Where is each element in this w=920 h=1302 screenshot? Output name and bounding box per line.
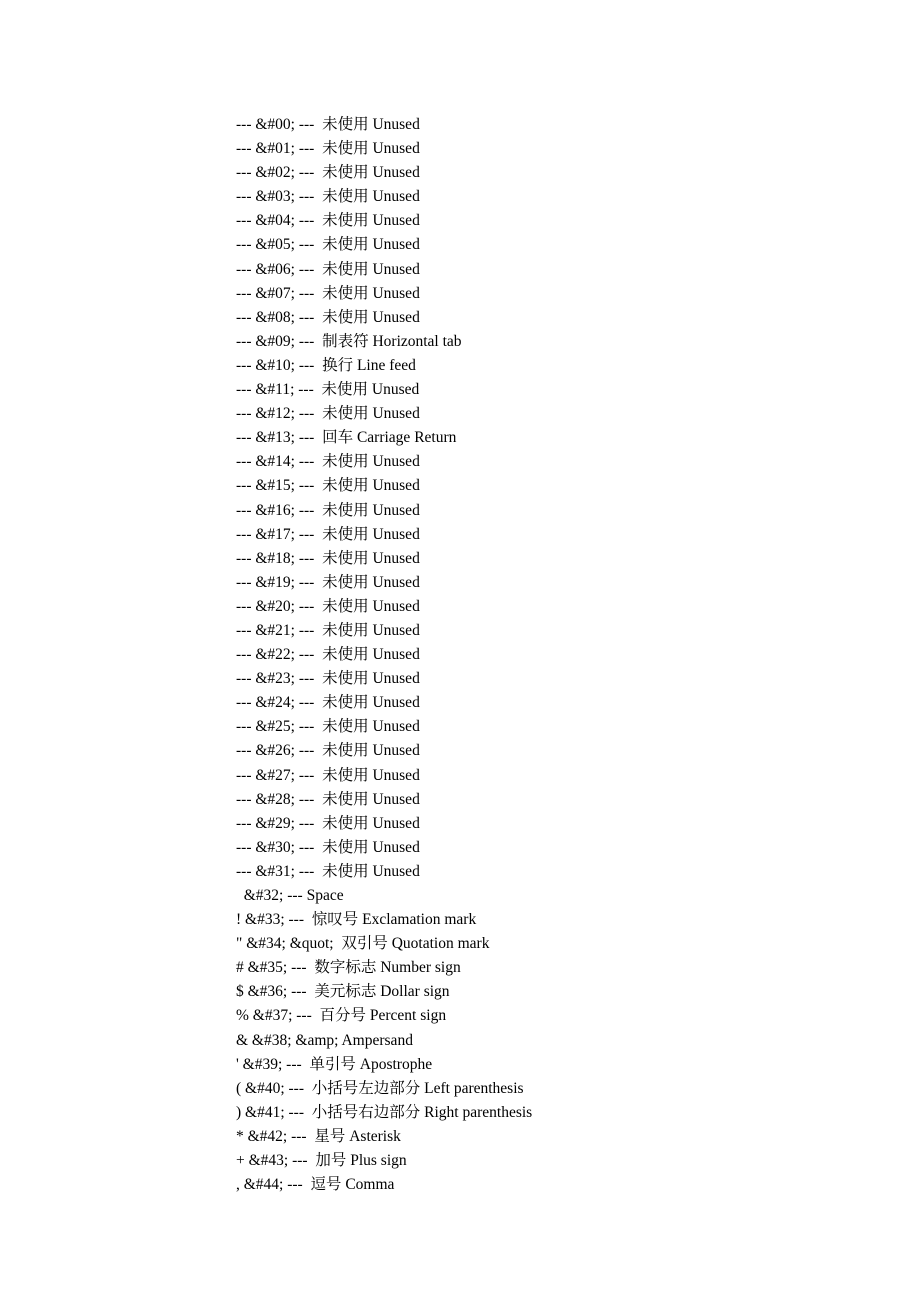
entity-row: --- &#26; --- 未使用 Unused [236,742,420,760]
entity-row: --- &#15; --- 未使用 Unused [236,477,420,495]
entity-row: --- &#12; --- 未使用 Unused [236,405,420,423]
entity-row: --- &#24; --- 未使用 Unused [236,694,420,712]
entity-row: --- &#17; --- 未使用 Unused [236,525,420,543]
entity-row: --- &#31; --- 未使用 Unused [236,862,420,880]
entity-row: --- &#00; --- 未使用 Unused [236,116,420,133]
entity-row: --- &#19; --- 未使用 Unused [236,573,420,591]
entity-row: $ &#36; --- 美元标志 Dollar sign [236,983,450,1001]
entity-row: --- &#23; --- 未使用 Unused [236,670,420,688]
entity-row: &#32; --- Space [236,887,344,904]
entity-row: --- &#30; --- 未使用 Unused [236,838,420,856]
entity-row: --- &#18; --- 未使用 Unused [236,549,420,567]
entity-row: " &#34; &quot; 双引号 Quotation mark [236,935,490,953]
entity-row: ) &#41; --- 小括号右边部分 Right parenthesis [236,1103,533,1121]
entity-row: , &#44; --- 逗号 Comma [236,1176,395,1194]
entity-row: --- &#22; --- 未使用 Unused [236,646,420,664]
entity-row: --- &#01; --- 未使用 Unused [236,140,420,158]
entity-row: --- &#16; --- 未使用 Unused [236,501,420,519]
entity-row: --- &#20; --- 未使用 Unused [236,597,420,615]
entity-row: --- &#29; --- 未使用 Unused [236,814,420,832]
entity-row: --- &#21; --- 未使用 Unused [236,621,420,639]
entity-row: --- &#09; --- 制表符 Horizontal tab [236,332,462,350]
entity-row: % &#37; --- 百分号 Percent sign [236,1007,447,1025]
entity-row: --- &#03; --- 未使用 Unused [236,188,420,206]
entity-row: --- &#13; --- 回车 Carriage Return [236,429,457,447]
entity-row: --- &#02; --- 未使用 Unused [236,164,420,182]
entity-row: --- &#28; --- 未使用 Unused [236,790,420,808]
entity-row: --- &#07; --- 未使用 Unused [236,284,420,302]
entity-row: --- &#27; --- 未使用 Unused [236,766,420,784]
entity-row: --- &#04; --- 未使用 Unused [236,212,420,230]
entity-row: --- &#11; --- 未使用 Unused [236,381,420,399]
entity-row: --- &#10; --- 换行 Line feed [236,356,416,374]
entity-row: --- &#08; --- 未使用 Unused [236,308,420,326]
entity-row: --- &#25; --- 未使用 Unused [236,718,420,736]
entity-row: + &#43; --- 加号 Plus sign [236,1152,407,1170]
entity-row: ! &#33; --- 惊叹号 Exclamation mark [236,911,477,929]
entity-row: ' &#39; --- 单引号 Apostrophe [236,1055,433,1073]
entity-row: & &#38; &amp; Ampersand [236,1031,413,1049]
entity-row: # &#35; --- 数字标志 Number sign [236,959,461,977]
entity-row: ( &#40; --- 小括号左边部分 Left parenthesis [236,1079,524,1097]
entity-row: * &#42; --- 星号 Asterisk [236,1127,401,1145]
entity-row: --- &#05; --- 未使用 Unused [236,236,420,254]
entity-list [236,113,532,1197]
entity-row: --- &#06; --- 未使用 Unused [236,260,420,278]
entity-row: --- &#14; --- 未使用 Unused [236,453,420,471]
